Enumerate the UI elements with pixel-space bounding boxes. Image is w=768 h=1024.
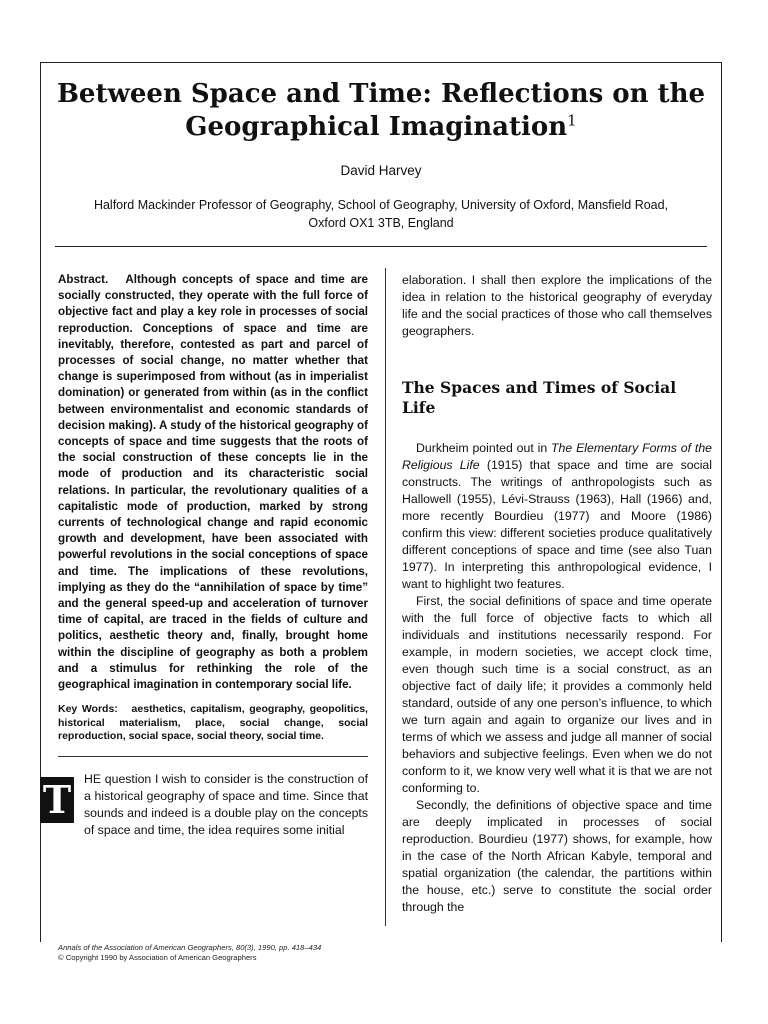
para1-start: Durkheim pointed out in	[416, 441, 552, 455]
left-column	[42, 272, 369, 839]
paragraph-first: First, the social definitions of space and time operate with the full force of objective facts to which all individuals and institutions necessarily respond. For example, in modern societies, we accept clock time, even though such time is a social construct, as an objective fact of daily life; it provides a commonly held standard, outside of any one person’s influence, to which we turn again and again to organize our lives and in terms of which we assess and judge all manner of social behaviors and subjective feelings. Even when we do not conform to it, we know very well what it is that we are not conforming to.	[402, 594, 712, 795]
right-column	[402, 272, 712, 916]
drop-cap: T	[40, 777, 74, 823]
para1-rest: (1915) that space and time are social constructs. The writings of anthropologists such as Hallowell (1955), Lévi-Strauss (1963), Hall (1966) and, more recently Bourdieu (1977) and Moore (1986) confirm this view: different societies produce qualitatively different conceptions of space and time (see also Tuan 1977). In interpreting this anthropological evidence, I want to highlight two features.	[402, 458, 713, 591]
paragraph-durkheim	[402, 440, 712, 593]
keywords-text: aesthetics, capitalism, geography, geopolitics, historical materialism, place, social change, social reproduction, social space, social theory, social time.	[58, 703, 368, 743]
book-title: The Elementary Forms of the Religious Life	[402, 441, 712, 472]
abstract	[58, 272, 368, 693]
page-footer	[58, 943, 458, 963]
paragraph-second: Secondly, the definitions of objective space and time are deeply implicated in processes of social reproduction. Bourdieu (1977) shows, for example, how in the case of the North African Kabyle, temporal and spatial organization (the calendar, the partitions within the house, etc.) serve to constitute the social order through the	[402, 798, 712, 914]
intro-text: HE question I wish to consider is the construction of a historical geography of space and time. Since that sounds and indeed is a double play on the concepts of space and time, the idea requires some initial	[84, 771, 368, 837]
column-divider	[385, 268, 386, 926]
keywords	[58, 703, 368, 744]
header-divider	[55, 246, 707, 247]
copyright-notice: © Copyright 1990 by Association of American Geographers	[58, 953, 257, 962]
abstract-text: Although concepts of space and time are socially constructed, they operate with the full force of objective fact and play a key role in processes of social reproduction. Conceptions of space and time are inevitably, therefore, contested as part and parcel of processes of social change, no matter whether that change is superimposed from without (as in imperialist domination) or generated from within (as in the conflict between environmentalist and economic standards of decision making). A study of the historical geography of concepts of space and time suggests that the roots of the social construction of these concepts lie in the mode of production and its characteristic social relations. In particular, the revolutionary qualities of a capitalistic mode of production, marked by strong currents of technological change and rapid economic growth and development, have been associated with powerful revolutions in the social conceptions of space and time. The implications of these revolutions, implying as they do the “annihilation of space by time” and the general speed-up and acceleration of turnover time of capital, are traced in the fields of culture and politics, aesthetic theory and, finally, brought home within the discipline of geography as both a problem and a stimulus for rethinking the role of the geographical imagination in contemporary social life.	[58, 273, 369, 692]
intro-paragraph	[42, 771, 368, 839]
abstract-divider	[58, 756, 368, 757]
journal-citation: Annals of the Association of American Geographers, 80(3), 1990, pp. 418–434	[58, 943, 322, 952]
author-name: David Harvey	[340, 163, 422, 178]
author-affiliation: Halford Mackinder Professor of Geography, School of Geography, University of Oxford, Mansfield Road, Oxford OX1 3TB, England	[93, 198, 669, 230]
abstract-label: Abstract.	[58, 273, 109, 286]
title-footnote-mark: 1	[567, 111, 577, 130]
section-heading: The Spaces and Times of Social Life	[402, 378, 677, 417]
continuation-paragraph: elaboration. I shall then explore the implications of the idea in relation to the historical geography of everyday life and the social practices of those who call themselves geographers.	[402, 273, 712, 338]
paper-title-text: Between Space and Time: Reflections on the Geographical Imagination	[56, 79, 706, 142]
keywords-label: Key Words:	[58, 703, 118, 716]
paper-title	[40, 78, 722, 144]
